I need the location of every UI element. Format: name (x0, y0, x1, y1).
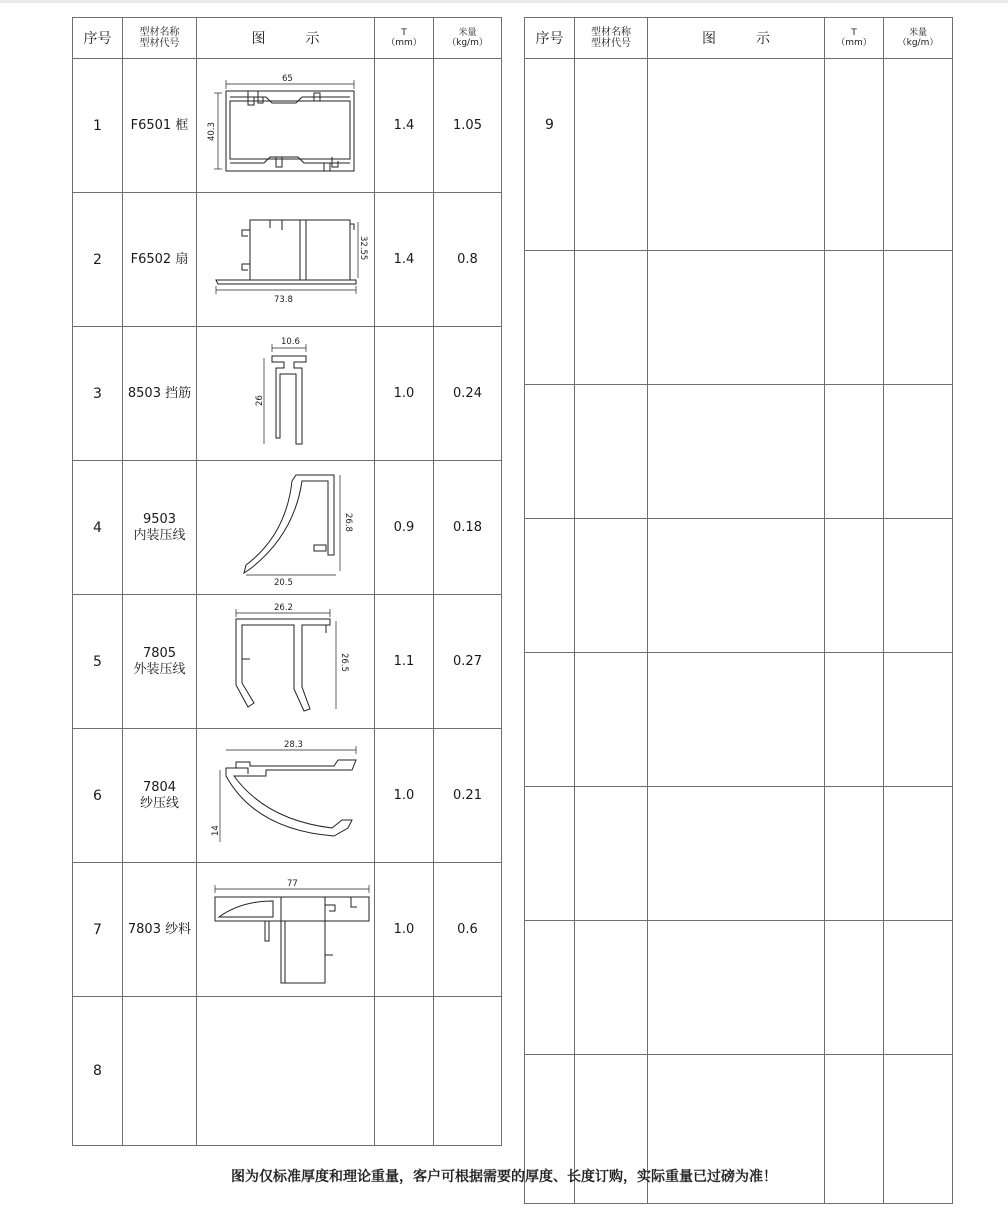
dimension-label: 73.8 (273, 294, 293, 305)
table-header-row (525, 18, 953, 59)
profile-drawing-9503 (206, 465, 366, 590)
row-weight: 1.05 (434, 59, 502, 193)
dimension-label: 14 (210, 824, 221, 836)
row-index (525, 251, 575, 385)
row-weight (884, 59, 953, 251)
table-row (73, 595, 502, 729)
table-row (73, 193, 502, 327)
row-thickness: 1.0 (375, 729, 434, 863)
row-thickness: 0.9 (375, 461, 434, 595)
table-row (73, 997, 502, 1146)
dimension-label: 26 (254, 394, 265, 406)
row-weight (884, 787, 953, 921)
row-profile-name (575, 59, 648, 251)
row-weight (434, 997, 502, 1146)
profile-drawing-7805 (206, 599, 366, 724)
row-index: 3 (73, 327, 123, 461)
table-header-row (73, 18, 502, 59)
header-name: 型材名称 型材代号 (123, 18, 197, 59)
profile-drawing-f6502 (206, 210, 366, 310)
row-index: 8 (73, 997, 123, 1146)
row-weight (884, 251, 953, 385)
row-profile-name (123, 997, 197, 1146)
row-index (525, 787, 575, 921)
table-row (73, 327, 502, 461)
row-weight (884, 653, 953, 787)
row-index: 1 (73, 59, 123, 193)
profile-table-right (524, 17, 953, 1204)
profile-figure-f6501 (197, 59, 375, 193)
dimension-label: 32.55 (357, 235, 368, 260)
table-row (525, 385, 953, 519)
dimension-label: 10.6 (280, 336, 300, 347)
row-thickness (375, 997, 434, 1146)
header-figure: 图 示 (197, 18, 375, 59)
row-index: 7 (73, 863, 123, 997)
row-profile-name: 8503 挡筋 (123, 327, 197, 461)
row-index: 6 (73, 729, 123, 863)
row-figure (648, 653, 825, 787)
table-row (525, 921, 953, 1055)
profile-drawing-f6501 (206, 71, 366, 181)
header-index: 序号 (525, 18, 575, 59)
row-figure (648, 59, 825, 251)
row-profile-name: 9503 内装压线 (123, 461, 197, 595)
row-figure (648, 385, 825, 519)
header-thickness: T （mm） (825, 18, 884, 59)
row-figure (648, 519, 825, 653)
row-index: 9 (525, 59, 575, 251)
table-row (73, 729, 502, 863)
row-thickness: 1.1 (375, 595, 434, 729)
row-figure (648, 251, 825, 385)
dimension-label: 26.5 (338, 653, 349, 672)
row-thickness (825, 787, 884, 921)
row-profile-name (575, 787, 648, 921)
row-thickness: 1.0 (375, 863, 434, 997)
row-profile-name (575, 653, 648, 787)
header-name: 型材名称 型材代号 (575, 18, 648, 59)
row-index: 2 (73, 193, 123, 327)
profile-figure-8503 (197, 327, 375, 461)
dimension-label: 26.8 (342, 513, 353, 532)
row-weight (884, 519, 953, 653)
row-index (525, 385, 575, 519)
row-weight: 0.8 (434, 193, 502, 327)
table-row (525, 251, 953, 385)
top-divider (0, 0, 1008, 3)
row-profile-name (575, 385, 648, 519)
footer-note: 图为仅标准厚度和理论重量，客户可根据需要的厚度、长度订购，实际重量已过磅为准！ (231, 1169, 777, 1185)
row-profile-name (575, 519, 648, 653)
row-weight (884, 385, 953, 519)
row-weight: 0.21 (434, 729, 502, 863)
row-index (525, 653, 575, 787)
row-thickness (825, 653, 884, 787)
dimension-label: 77 (286, 878, 298, 889)
row-thickness (825, 921, 884, 1055)
table-row (73, 863, 502, 997)
profile-drawing-7803 (201, 875, 371, 985)
row-figure (648, 787, 825, 921)
header-weight: 米量 （kg/m） (434, 18, 502, 59)
dimension-label: 26.2 (273, 603, 293, 613)
profile-figure-f6502 (197, 193, 375, 327)
table-row (525, 653, 953, 787)
table-row (525, 59, 953, 251)
row-profile-name: 7803 纱料 (123, 863, 197, 997)
profile-figure-7803 (197, 863, 375, 997)
row-profile-name: F6501 框 (123, 59, 197, 193)
profile-figure-empty (197, 997, 375, 1146)
row-index (525, 921, 575, 1055)
dimension-label: 65 (281, 73, 293, 84)
row-profile-name (575, 251, 648, 385)
row-weight (884, 921, 953, 1055)
table-row (73, 461, 502, 595)
row-weight: 0.18 (434, 461, 502, 595)
row-index (525, 519, 575, 653)
row-thickness (825, 251, 884, 385)
row-weight: 0.27 (434, 595, 502, 729)
row-figure (648, 921, 825, 1055)
row-profile-name: F6502 扇 (123, 193, 197, 327)
table-row (73, 59, 502, 193)
profile-table-left (72, 17, 502, 1146)
row-profile-name: 7805 外装压线 (123, 595, 197, 729)
header-thickness: T （mm） (375, 18, 434, 59)
dimension-label: 28.3 (283, 739, 303, 750)
row-weight: 0.24 (434, 327, 502, 461)
row-thickness (825, 385, 884, 519)
row-profile-name (575, 921, 648, 1055)
row-thickness: 1.4 (375, 193, 434, 327)
header-figure: 图 示 (648, 18, 825, 59)
row-thickness (825, 519, 884, 653)
dimension-label: 40.3 (206, 121, 217, 141)
profile-figure-9503 (197, 461, 375, 595)
row-index: 4 (73, 461, 123, 595)
profile-drawing-8503 (206, 334, 366, 454)
profile-figure-7804 (197, 729, 375, 863)
row-index: 5 (73, 595, 123, 729)
row-thickness: 1.4 (375, 59, 434, 193)
profile-figure-7805 (197, 595, 375, 729)
row-thickness (825, 59, 884, 251)
header-weight: 米量 （kg/m） (884, 18, 953, 59)
table-row (525, 519, 953, 653)
header-index: 序号 (73, 18, 123, 59)
row-weight: 0.6 (434, 863, 502, 997)
row-thickness: 1.0 (375, 327, 434, 461)
row-profile-name: 7804 纱压线 (123, 729, 197, 863)
table-row (525, 787, 953, 921)
dimension-label: 20.5 (273, 578, 293, 588)
profile-drawing-7804 (206, 736, 366, 856)
